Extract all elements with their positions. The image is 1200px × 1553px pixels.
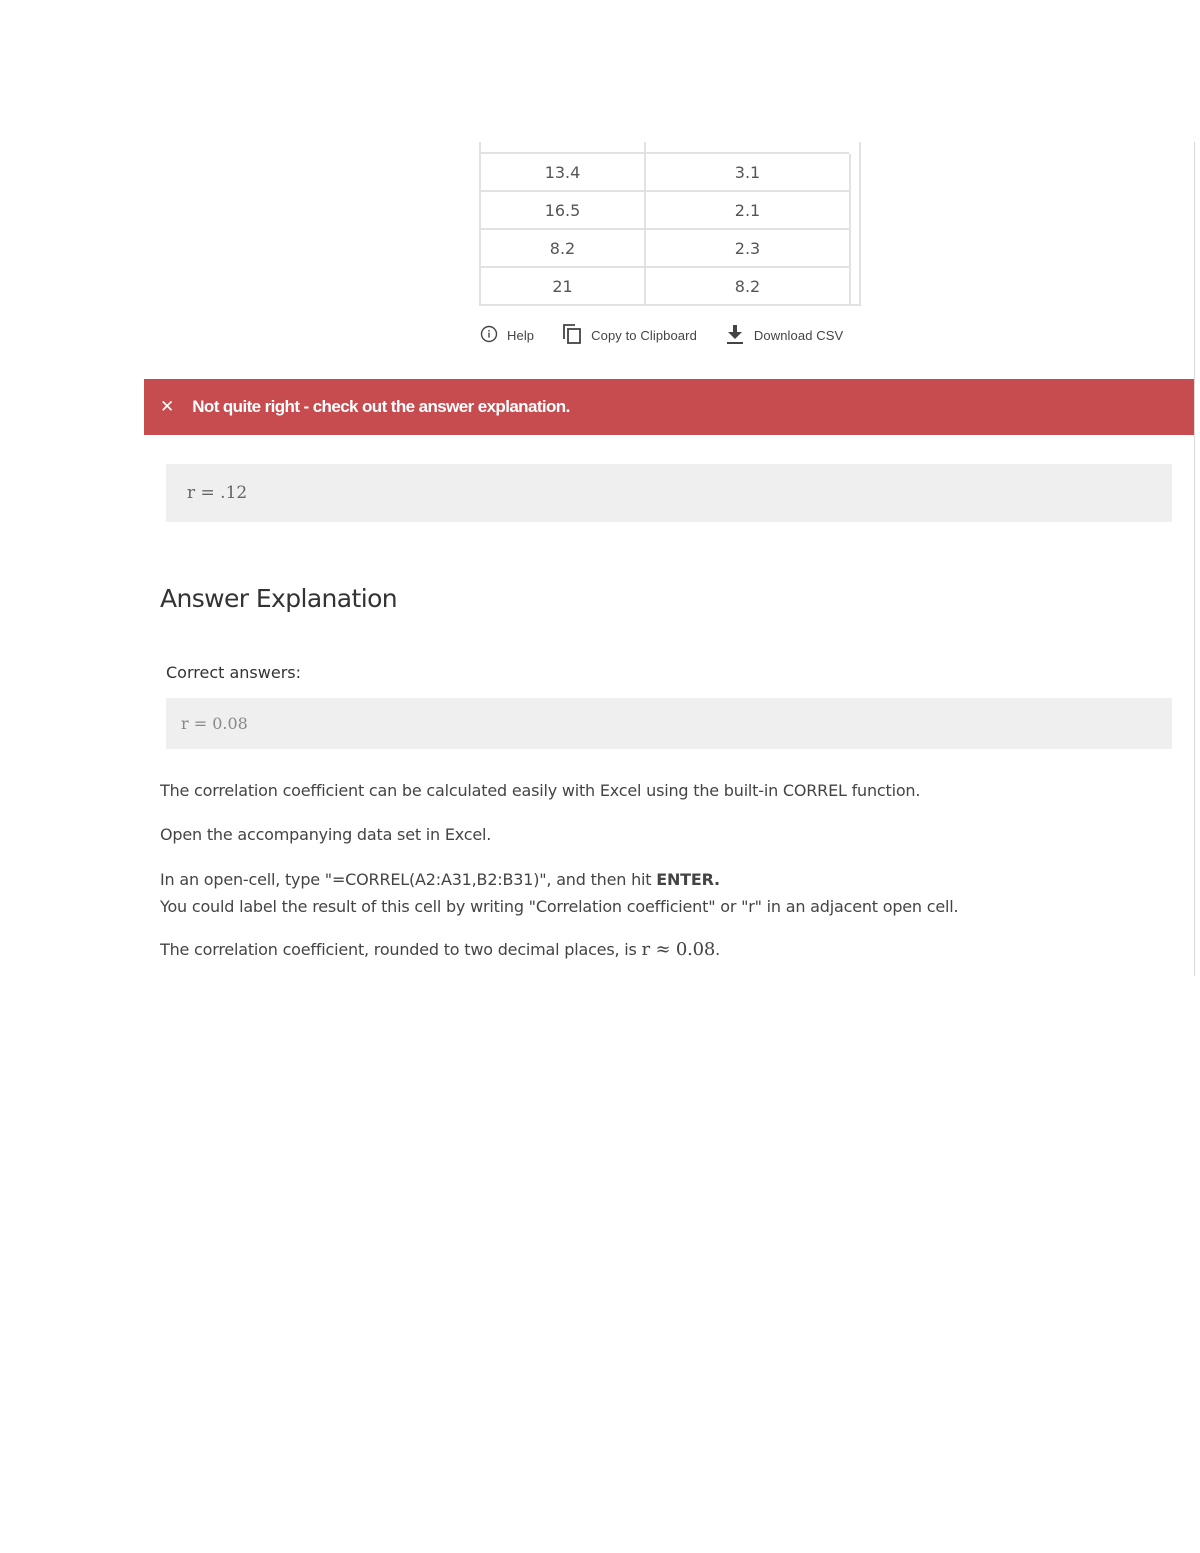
table-row: [481, 154, 850, 191]
table-row: [481, 191, 850, 229]
table-cell: 8.2: [645, 267, 850, 304]
table-cell: 8.2: [481, 229, 645, 267]
data-table-container: [479, 142, 861, 306]
explanation-text: .: [715, 940, 721, 959]
submitted-answer-box: [166, 464, 1172, 522]
explanation-text: You could label the result of this cell by writing "Correlation coefficient" or "r" in an adjacent open cell.: [160, 897, 959, 916]
table-cell: 21: [481, 267, 645, 304]
download-icon: [725, 323, 745, 348]
table-cell: 2.3: [645, 229, 850, 267]
explanation-paragraph: The correlation coefficient can be calculated easily with Excel using the built-in CORREL function.: [160, 781, 921, 800]
info-icon: [480, 325, 498, 346]
copy-to-clipboard-button[interactable]: [562, 323, 697, 348]
table-row: [481, 267, 850, 304]
explanation-paragraph: [160, 866, 958, 920]
data-table: [481, 154, 851, 304]
explanation-paragraph: [160, 936, 720, 963]
answer-explanation-title: Answer Explanation: [160, 584, 398, 613]
alert-message: Not quite right - check out the answer explanation.: [192, 397, 570, 416]
table-toolbar: [479, 320, 869, 350]
result-formula: r ≈ 0.08: [641, 939, 716, 960]
close-icon[interactable]: ✕: [160, 397, 175, 416]
help-label: Help: [507, 327, 535, 343]
explanation-paragraph: Open the accompanying data set in Excel.: [160, 825, 492, 844]
copy-label: Copy to Clipboard: [591, 327, 697, 343]
table-cell: 2.1: [645, 191, 850, 229]
table-row: [481, 229, 850, 267]
incorrect-alert-banner: [144, 379, 1194, 435]
enter-key-text: ENTER.: [656, 870, 720, 889]
correct-answer-box: [166, 698, 1172, 749]
table-cell: 13.4: [481, 154, 645, 191]
table-top-strip: [481, 142, 849, 154]
table-cell: 3.1: [645, 154, 850, 191]
help-button[interactable]: [480, 325, 534, 346]
content-right-border: [1194, 142, 1195, 976]
download-csv-button[interactable]: [725, 323, 843, 348]
copy-icon: [562, 323, 582, 348]
table-cell: 16.5: [481, 191, 645, 229]
download-label: Download CSV: [753, 327, 844, 343]
correct-answers-label: Correct answers:: [166, 663, 301, 682]
explanation-text: The correlation coefficient, rounded to two decimal places, is: [160, 940, 642, 959]
submitted-answer: r = .12: [187, 483, 248, 503]
explanation-text: In an open-cell, type "=CORREL(A2:A31,B2:B31)", and then hit: [160, 870, 657, 889]
correct-answer: r = 0.08: [181, 714, 248, 733]
